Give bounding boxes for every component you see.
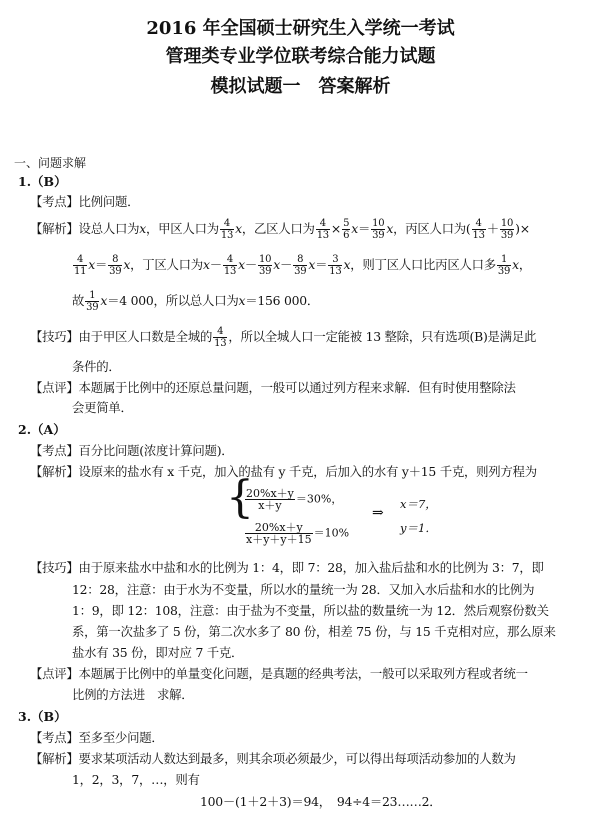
q2-jiqiao-line2: 12：28，注意：由于水为不变量，所以水的量统一为 28．又加入水后盐和水的比例为 [72, 582, 535, 597]
q2-jiqiao-line4: 系，第一次盐多了 5 份，第二次水多了 80 份，相差 75 份，与 15 千克相对应，那么原来 [72, 624, 556, 639]
q2-dianping-line2: 比例的方法进 求解． [72, 687, 194, 702]
q1-dianping-line2: 会更简单． [72, 400, 133, 415]
equation-system-brace: { [226, 472, 254, 523]
question-1-number: 1.（B） [18, 174, 67, 189]
q1-kaodian: 【考点】比例问题． [30, 194, 140, 209]
solution-y: y＝1． [400, 521, 437, 535]
q1-jiqiao-line1: 【技巧】由于甲区人口数是全城的 $\frac{4}{13}$ ，所以全城人口一定能被 13 整除，只有选项(B)是满足此 [30, 326, 537, 349]
q3-jiexi-line1: 【解析】要求某项活动人数达到最多，则其余项必须最少，可以得出每项活动参加的人数为 [30, 751, 516, 766]
equation-1: $\frac{20\%x+y}{x+y}$ ＝30%， [246, 487, 343, 512]
q1-jiexi-line1: 【解析】设总人口为x，甲区人口为 $\frac{4}{13}$ x，乙区人口为 $\frac{4}{13}$ × $\frac{5}{6}$ x＝ $\frac{10}{39}$ x，丙区人口为( $\frac{4}{13}$ ＋ $\frac{10}{39}$ )× [30, 218, 530, 241]
section-heading: 一、问题求解 [14, 156, 87, 170]
q2-dianping-line1: 【点评】本题属于比例中的单量变化问题，是真题的经典考法，一般可以采取列方程或者统一 [30, 666, 528, 681]
equation-2: $\frac{20\%x+y}{x+y+y+15}$ ＝10% [246, 521, 350, 546]
q1-jiexi-line2: $\frac{4}{11}$ x＝ $\frac{8}{39}$ x，丁区人口为x－ $\frac{4}{13}$ x－ $\frac{10}{39}$ x－ $\frac{8}{39}$ x＝ $\frac{3}{13}$ x，则丁区人口比丙区人口多 $\frac{1}{39}$ x， [74, 254, 532, 277]
implies-arrow: ⇒ [372, 505, 384, 521]
q2-jiqiao-line5: 盐水有 35 份，即对应 7 千克． [72, 645, 244, 660]
q1-dianping-line1: 【点评】本题属于比例中的还原总量问题，一般可以通过列方程来求解．但有时使用整除法 [30, 380, 516, 395]
q1-jiexi-line3: 故 $\frac{1}{39}$ x＝4 000，所以总人口为x＝156 000． [72, 290, 320, 313]
doc-title-line2: 管理类专业学位联考综合能力试题 [165, 46, 436, 67]
doc-title-line3: 模拟试题一 答案解析 [210, 76, 391, 97]
q2-jiqiao-line1: 【技巧】由于原来盐水中盐和水的比例为 1：4，即 7：28，加入盐后盐和水的比例为 3：7，即 [30, 560, 544, 575]
q3-kaodian: 【考点】至多至少问题． [30, 730, 164, 745]
q3-equation: 100－(1＋2＋3)＝94， 94÷4＝23……2． [200, 794, 442, 809]
question-3-number: 3.（B） [18, 709, 67, 724]
q2-kaodian: 【考点】百分比问题(浓度计算问题)． [30, 443, 234, 458]
solution-x: x＝7， [400, 497, 437, 511]
q2-jiqiao-line3: 1：9，即 12：108，注意：由于盐为不变量，所以盐的数量统一为 12．然后观察份数关 [72, 603, 549, 618]
doc-title-line1: 2016 年全国硕士研究生入学统一考试 [146, 18, 455, 39]
q1-jiqiao-line2: 条件的． [72, 359, 121, 374]
q2-jiexi: 【解析】设原来的盐水有 x 千克，加入的盐有 y 千克，后加入的水有 y＋15 千克，则列方程为 [30, 464, 537, 479]
q3-jiexi-line2: 1，2，3，7，…，则有 [72, 772, 200, 787]
question-2-number: 2.（A） [18, 422, 66, 437]
